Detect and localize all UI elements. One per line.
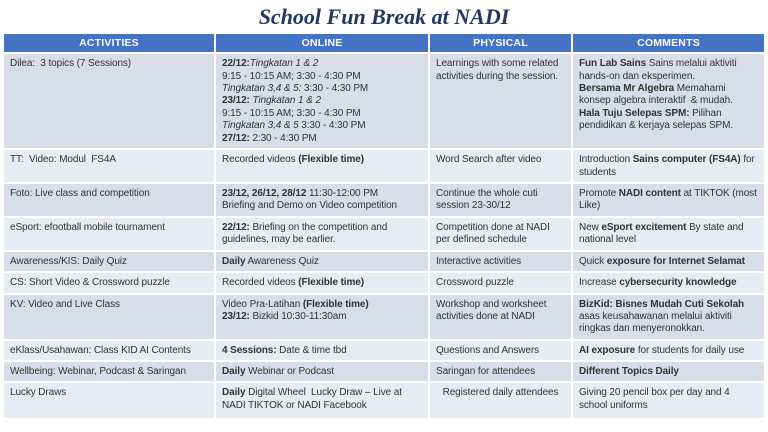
text-run: Increase [579,277,620,289]
text-run: New [579,221,602,233]
cell-paragraph [436,299,565,324]
cell-comments [572,149,765,183]
cell-comments [572,217,765,251]
cell-activity [3,272,215,293]
text-run: 3:30 - 4:30 PM [298,120,366,132]
text-run: Bersama Mr Algebra [579,82,675,94]
text-run: Sains computer (FS4A) [632,154,741,166]
text-run: cybersecurity knowledge [619,277,737,289]
cell-paragraph [579,222,758,247]
cell-paragraph [579,277,758,289]
text-run: Workshop and worksheet activities done at NADI [436,298,550,322]
cell-paragraph [222,154,422,166]
cell-online [215,53,429,149]
text-run: Foto: Live class and competition [10,187,150,199]
text-run: Questions and Answers [436,344,539,356]
text-run: Pilihan pendidikan & kerjaya selepas SPM. [579,107,734,132]
schedule-table-body [3,53,765,419]
table-row [3,294,765,340]
text-run: 11:30-12:00 PM [306,187,378,199]
cell-activity [3,251,215,272]
column-header-online: ONLINE [215,33,429,53]
text-run: Sains melalui aktiviti hands-on dan eksperimen. [579,58,740,82]
cell-paragraph [222,188,422,200]
cell-physical [429,361,572,382]
cell-activity [3,217,215,251]
text-run: 3:30 - 4:30 PM [301,82,369,94]
cell-paragraph [222,200,422,212]
table-row [3,340,765,361]
cell-paragraph [222,58,422,70]
cell-paragraph [222,83,422,95]
table-row [3,251,765,272]
cell-online [215,340,429,361]
cell-paragraph [222,387,422,412]
table-row [3,53,765,149]
cell-physical [429,217,572,251]
cell-paragraph [579,387,758,412]
cell-paragraph [436,154,565,166]
cell-activity [3,340,215,361]
text-run: 23/12, 26/12, 28/12 [222,187,307,199]
text-run: Tingkatan 1 & 2 [249,58,319,70]
cell-paragraph [222,95,422,107]
text-run: 23/12: [222,95,250,107]
cell-activity [3,361,215,382]
slide-title: School Fun Break at NADI [258,4,510,29]
text-run: 23/12: [222,310,250,322]
text-run: Briefing on the competition and guidelines, may be earlier. [222,221,390,246]
cell-paragraph [222,311,422,323]
cell-paragraph [579,83,758,108]
cell-paragraph [579,188,758,213]
text-run: BizKid: Bisnes Mudah Cuti Sekolah [579,298,745,310]
table-row [3,217,765,251]
cell-comments [572,183,765,217]
text-run: at TIKTOK (most Like) [579,187,760,212]
text-run: Webinar or Podcast [245,366,334,378]
cell-paragraph [436,277,565,289]
text-run: By state and national level [579,221,747,246]
cell-paragraph [436,345,565,357]
cell-paragraph [436,387,565,399]
cell-paragraph [222,222,422,247]
column-header-activities: ACTIVITIES [3,33,215,53]
cell-physical [429,382,572,419]
text-run: Giving 20 pencil box per day and 4 school uniforms [579,387,733,411]
cell-online [215,382,429,419]
cell-paragraph [10,154,208,166]
text-run: (Flexible time) [298,277,364,289]
schedule-table [2,32,766,420]
cell-paragraph [10,299,208,311]
cell-activity [3,183,215,217]
cell-paragraph [222,133,422,145]
cell-paragraph [10,58,208,70]
text-run: 4 Sessions: [222,344,277,356]
text-run: 2:30 - 4:30 PM [249,132,317,144]
text-run: Video Pra-Latihan [222,298,303,310]
text-run: Daily [222,366,246,378]
text-run: Date & time tbd [276,344,347,356]
text-run: asas keusahawanan melalui aktiviti ringkas dan menyeronokkan. [579,298,747,335]
cell-paragraph [222,299,422,311]
column-header-comments: COMMENTS [572,33,765,53]
cell-paragraph [579,108,758,133]
text-run: Tingkatan 3,4 & 5 [222,120,299,132]
text-run: eKlass/Usahawan: Class KID AI Contents [10,344,191,356]
text-run: Awareness Quiz [245,255,319,267]
text-run: Bizkid 10:30-11:30am [249,310,347,322]
cell-activity [3,382,215,419]
text-run: 9:15 - 10:15 AM; 3:30 - 4:30 PM [222,70,361,82]
cell-paragraph [222,277,422,289]
text-run: Wellbeing: Webinar, Podcast & Saringan [10,366,186,378]
text-run: KV: Video and Live Class [10,298,120,310]
cell-physical [429,149,572,183]
cell-paragraph [10,277,208,289]
table-row [3,149,765,183]
table-row [3,361,765,382]
table-row [3,272,765,293]
cell-comments [572,340,765,361]
column-header-physical: PHYSICAL [429,33,572,53]
cell-activity [3,53,215,149]
cell-comments [572,361,765,382]
text-run: Continue the whole cuti session 23-30/12 [436,187,541,212]
cell-paragraph [222,120,422,132]
text-run: 22/12: [222,58,250,70]
cell-paragraph [10,387,208,399]
table-header [3,33,765,53]
cell-paragraph [579,299,758,336]
text-run: exposure for Internet Selamat [606,255,746,267]
text-run: Dilea: 3 topics (7 Sessions) [10,58,132,70]
text-run: Daily [222,387,246,399]
text-run: Competition done at NADI per defined schedule [436,221,553,246]
cell-online [215,149,429,183]
cell-physical [429,183,572,217]
text-run: Tingkatan 1 & 2 [249,95,321,107]
cell-comments [572,251,765,272]
cell-paragraph [579,58,758,83]
text-run: Promote [579,187,619,199]
text-run: CS: Short Video & Crossword puzzle [10,277,170,289]
cell-online [215,217,429,251]
cell-activity [3,294,215,340]
table-row [3,382,765,419]
text-run: Briefing and Demo on Video competition [222,200,398,212]
header-row [3,33,765,53]
text-run: Learnings with some related activities during the session. [436,58,562,82]
text-run: eSport excitement [601,221,687,233]
cell-paragraph [10,188,208,200]
text-run: Lucky Draws [10,387,67,399]
text-run: Memahami konsep algebra interaktif & mudah. [579,82,733,107]
cell-comments [572,272,765,293]
cell-paragraph [436,188,565,213]
cell-paragraph [222,256,422,268]
cell-paragraph [436,222,565,247]
cell-online [215,294,429,340]
text-run: AI exposure [579,344,636,356]
text-run: Registered daily attendees [442,387,559,399]
text-run: for students for daily use [635,344,745,356]
text-run: for students [579,154,758,178]
cell-paragraph [10,366,208,378]
text-run: (Flexible time) [302,298,369,310]
text-run: Saringan for attendees [436,366,535,378]
slide [0,5,768,432]
cell-activity [3,149,215,183]
cell-paragraph [222,345,422,357]
text-run: Interactive activities [436,255,522,267]
text-run: 22/12: [222,221,250,233]
cell-online [215,272,429,293]
cell-comments [572,53,765,149]
cell-paragraph [222,108,422,120]
text-run: Daily [222,255,246,267]
table-row [3,183,765,217]
cell-paragraph [436,256,565,268]
text-run: Recorded videos [222,154,299,166]
cell-online [215,361,429,382]
text-run: Crossword puzzle [436,277,514,289]
text-run: TT: Video: Modul FS4A [10,154,116,166]
cell-paragraph [579,345,758,357]
text-run: Awareness/KIS: Daily Quiz [10,255,127,267]
cell-paragraph [436,58,565,83]
text-run: Hala Tuju Selepas SPM: [579,107,690,119]
text-run: NADI content [618,187,681,199]
cell-paragraph [222,366,422,378]
text-run: Fun Lab Sains [579,58,647,70]
cell-paragraph [10,345,208,357]
cell-online [215,251,429,272]
text-run: Introduction [579,154,633,166]
cell-paragraph [579,366,758,378]
text-run: Word Search after video [436,154,542,166]
text-run: (Flexible time) [298,154,364,166]
cell-paragraph [10,222,208,234]
text-run: 27/12: [222,132,250,144]
cell-paragraph [222,71,422,83]
cell-physical [429,53,572,149]
text-run: Quick [579,255,607,267]
text-run: Tingkatan 3,4 & 5: [222,82,302,94]
text-run: Different Topics Daily [579,366,679,378]
text-run: Recorded videos [222,277,299,289]
cell-paragraph [579,154,758,179]
cell-online [215,183,429,217]
text-run: Digital Wheel Lucky Draw – Live at NADI TIKTOK or NADI Facebook [222,387,405,411]
cell-paragraph [436,366,565,378]
cell-physical [429,340,572,361]
cell-physical [429,251,572,272]
text-run: eSport: efootball mobile tournament [10,221,165,233]
text-run: 9:15 - 10:15 AM; 3:30 - 4:30 PM [222,107,361,119]
cell-paragraph [579,256,758,268]
cell-comments [572,294,765,340]
cell-physical [429,294,572,340]
cell-physical [429,272,572,293]
cell-comments [572,382,765,419]
cell-paragraph [10,256,208,268]
